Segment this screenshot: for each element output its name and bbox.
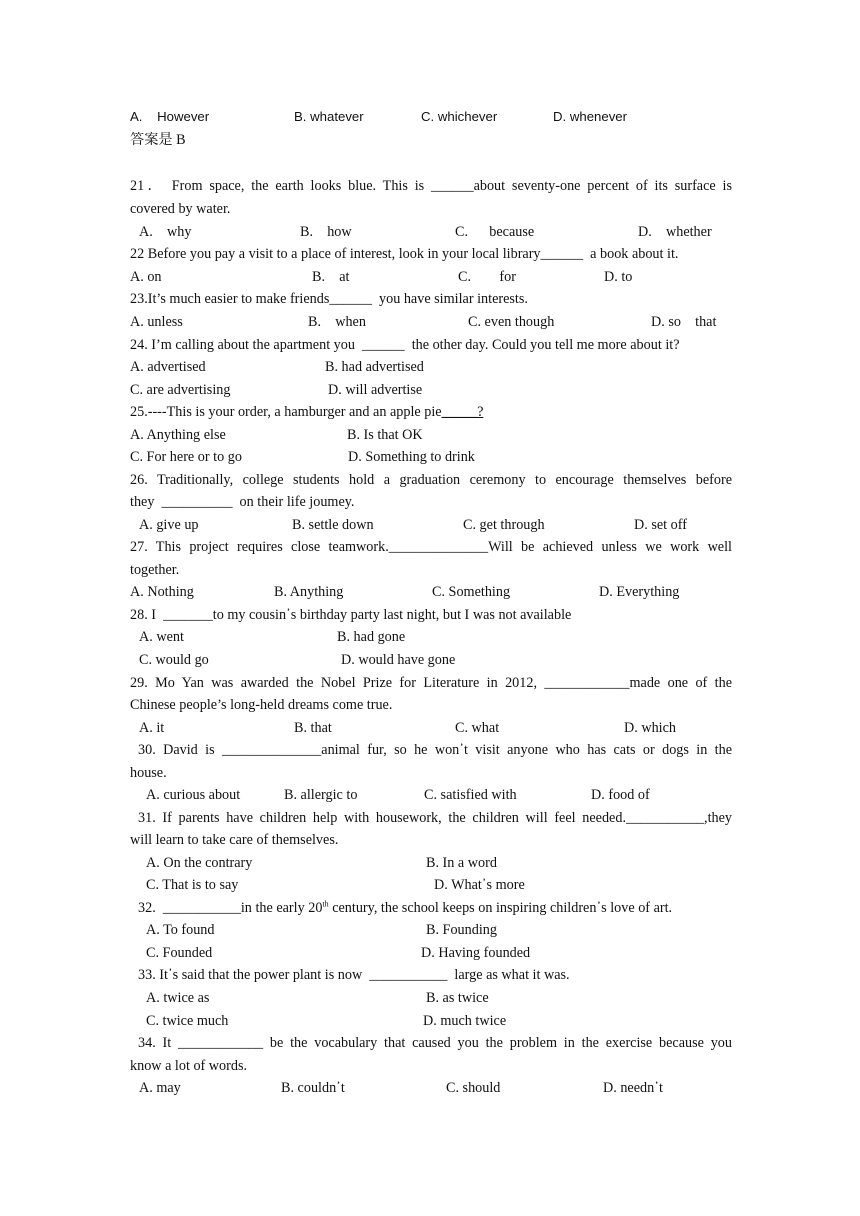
question-32-text-end: century, the school keeps on inspiring children᾽s love of art. [328, 900, 673, 916]
q33-option-b: B. as twice [426, 990, 489, 1006]
q22-option-c: C. for [458, 269, 516, 285]
q25-option-a: A. Anything else [130, 427, 226, 443]
q26-option-a: A. give up [139, 517, 199, 533]
question-21-line2: covered by water. [130, 201, 231, 217]
q26-option-c: C. get through [463, 517, 545, 533]
question-34-line2: know a lot of words. [130, 1058, 248, 1074]
question-31-line2: will learn to take care of themselves. [130, 832, 339, 848]
q32-option-a: A. To found [146, 922, 215, 938]
q34-option-d: D. needn᾽t [603, 1080, 663, 1096]
question-25 [130, 403, 483, 421]
q28-option-c: C. would go [139, 652, 209, 668]
q23-option-b: B. when [308, 314, 366, 330]
question-27-line2: together. [130, 562, 180, 578]
q21-option-d: D. whether [638, 224, 712, 240]
q32-option-c: C. Founded [146, 945, 213, 961]
q29-option-b: B. that [294, 720, 332, 736]
question-29-line2: Chinese people’s long-held dreams come true. [130, 697, 393, 713]
q24-option-b: B. had advertised [325, 359, 424, 375]
q25-option-b: B. Is that OK [347, 427, 423, 443]
question-26-line1: 26. Traditionally, college students hold a graduation ceremony to encourage themselves before [130, 472, 732, 488]
q22-option-d: D. to [604, 269, 633, 285]
prev-option-a: A. However [130, 109, 210, 124]
question-30-line1: 30. David is ______________animal fur, so he won᾽t visit anyone who has cats or dogs in the [138, 742, 732, 758]
q26-option-b: B. settle down [292, 517, 374, 533]
prev-option-d: D. whenever [553, 109, 628, 124]
q33-option-d: D. much twice [423, 1013, 507, 1029]
q26-option-d: D. set off [634, 517, 687, 533]
q28-option-b: B. had gone [337, 629, 406, 645]
q28-option-d: D. would have gone [341, 652, 456, 668]
q24-option-a: A. advertised [130, 359, 206, 375]
q25-option-c: C. For here or to go [130, 449, 242, 465]
q33-option-a: A. twice as [146, 990, 210, 1006]
q27-option-a: A. Nothing [130, 584, 194, 600]
q30-option-c: C. satisfied with [424, 787, 517, 803]
q32-option-b: B. Founding [426, 922, 497, 938]
question-21-line1: 21． From space, the earth looks blue. This is ______about seventy-one percent of its surface is [130, 178, 732, 194]
q24-option-d: D. will advertise [328, 382, 423, 398]
q25-option-d: D. Something to drink [348, 449, 475, 465]
q23-option-d: D. so that [651, 314, 717, 330]
q30-option-b: B. allergic to [284, 787, 358, 803]
question-23: 23.It’s much easier to make friends______ you have similar interests. [130, 291, 528, 307]
q31-option-b: B. In a word [426, 855, 497, 871]
q29-option-c: C. what [455, 720, 500, 736]
q28-option-a: A. went [139, 629, 184, 645]
q27-option-d: D. Everything [599, 584, 680, 600]
question-32-text: 32. ___________in the early 20 [138, 900, 323, 916]
q27-option-b: B. Anything [274, 584, 344, 600]
q23-option-c: C. even though [468, 314, 555, 330]
q34-option-b: B. couldn᾽t [281, 1080, 345, 1096]
q31-option-d: D. What᾽s more [434, 877, 525, 893]
q31-option-c: C. That is to say [146, 877, 239, 893]
q31-option-a: A. On the contrary [146, 855, 253, 871]
answer-note: 答案是 B [130, 132, 186, 148]
question-25-text: 25.----This is your order, a hamburger and an apple pie [130, 404, 442, 420]
q34-option-a: A. may [139, 1080, 181, 1096]
question-22: 22 Before you pay a visit to a place of interest, look in your local library______ a book about it. [130, 246, 679, 262]
prev-option-b: B. whatever [294, 109, 364, 124]
question-27-line1: 27. This project requires close teamwork.______________Will be achieved unless we work well [130, 539, 732, 555]
question-30-line2: house. [130, 765, 167, 781]
q27-option-c: C. Something [432, 584, 511, 600]
question-28: 28. I _______to my cousin᾽s birthday party last night, but I was not available [130, 607, 572, 623]
question-25-blank: _____? [441, 404, 484, 420]
question-29-line1: 29. Mo Yan was awarded the Nobel Prize for Literature in 2012, ____________made one of the [130, 675, 732, 691]
q21-option-a: A. why [139, 224, 192, 240]
q29-option-a: A. it [139, 720, 165, 736]
q33-option-c: C. twice much [146, 1013, 229, 1029]
question-32 [138, 899, 672, 917]
q24-option-c: C. are advertising [130, 382, 231, 398]
q30-option-d: D. food of [591, 787, 650, 803]
question-33: 33. It᾽s said that the power plant is now ___________ large as what it was. [138, 967, 570, 983]
q22-option-b: B. at [312, 269, 350, 285]
question-34-line1: 34. It ____________ be the vocabulary that caused you the problem in the exercise because you [138, 1035, 732, 1051]
question-26-line2: they __________ on their life joumey. [130, 494, 355, 510]
q21-option-c: C. because [455, 224, 535, 240]
prev-option-c: C. whichever [421, 109, 498, 124]
question-32-superscript: th [322, 899, 329, 909]
question-31-line1: 31. If parents have children help with housework, the children will feel needed.___________,they [138, 810, 732, 826]
q34-option-c: C. should [446, 1080, 501, 1096]
q23-option-a: A. unless [130, 314, 183, 330]
q30-option-a: A. curious about [146, 787, 241, 803]
q32-option-d: D. Having founded [421, 945, 531, 961]
q21-option-b: B. how [300, 224, 352, 240]
q29-option-d: D. which [624, 720, 677, 736]
question-24: 24. I’m calling about the apartment you ______ the other day. Could you tell me more about it? [130, 337, 680, 353]
q22-option-a: A. on [130, 269, 162, 285]
